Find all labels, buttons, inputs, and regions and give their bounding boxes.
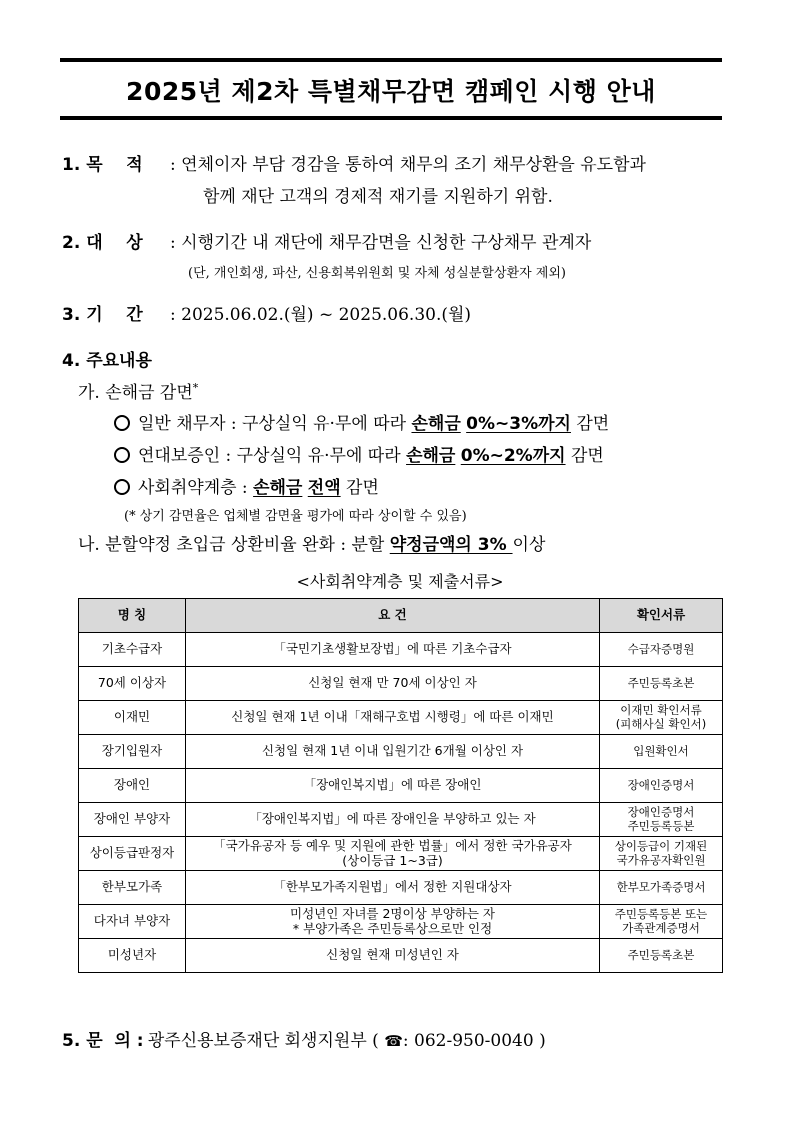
- cell-text: 국가유공자확인원: [616, 852, 706, 867]
- circle-bullet-icon: [114, 415, 130, 431]
- cell-text: 주민등록초본: [627, 947, 695, 962]
- cell-text: 가족관계증명서: [622, 920, 700, 935]
- contents-label: 4. 주요내용: [62, 351, 152, 371]
- contents-ga-row: [78, 378, 198, 403]
- cell-documents: [600, 667, 723, 701]
- table-row: [79, 939, 723, 973]
- cell-text: 장애인증명서: [627, 805, 695, 820]
- cell-text: 「국민기초생활보장법」에 따른 기초수급자: [273, 641, 512, 657]
- cell-documents: [600, 905, 723, 939]
- table-row: [79, 735, 723, 769]
- cell-text: 장기입원자: [101, 743, 163, 759]
- cell-documents: [600, 803, 723, 837]
- page-title: 2025년 제2차 특별채무감면 캠페인 시행 안내: [126, 77, 656, 106]
- period-row: 3. 기 간 : 2025.06.02.(월) ~ 2025.06.30.(월): [62, 300, 471, 325]
- circle-bullet-icon: [114, 447, 130, 463]
- cell-text: 주민등록등본: [627, 818, 695, 833]
- inquiry-row: [62, 1026, 546, 1051]
- circle-bullet-icon: [114, 479, 130, 495]
- inquiry-label: 5. 문 의 :: [62, 1031, 144, 1051]
- cell-requirement: [186, 939, 600, 973]
- cell-requirement: [186, 701, 600, 735]
- cell-text: 신청일 현재 미성년인 자: [326, 947, 459, 963]
- cell-text: 다자녀 부양자: [93, 913, 171, 929]
- cell-name: [79, 769, 186, 803]
- cell-requirement: [186, 735, 600, 769]
- cell-text: 주민등록등본 또는: [614, 907, 708, 922]
- cell-documents: [600, 735, 723, 769]
- cell-documents: [600, 837, 723, 871]
- cell-requirement: [186, 769, 600, 803]
- table-body: [79, 633, 723, 973]
- cell-requirement: [186, 803, 600, 837]
- cell-text: 기초수급자: [101, 641, 163, 657]
- contents-ga: 가. 손해금 감면: [78, 383, 193, 403]
- cell-text: 「한부모가족지원법」에서 정한 지원대상자: [273, 879, 512, 895]
- table-row: [79, 905, 723, 939]
- cell-name: [79, 667, 186, 701]
- cell-text: 상이등급이 기재된: [614, 839, 708, 854]
- cell-name: [79, 837, 186, 871]
- cell-text: 「장애인복지법」에 따른 장애인: [303, 777, 482, 793]
- cell-text: 장애인 부양자: [93, 811, 171, 827]
- target-label: 2. 대 상: [62, 233, 143, 253]
- cell-text: 「장애인복지법」에 따른 장애인을 부양하고 있는 자: [249, 811, 536, 827]
- column-header-name: 명 칭: [79, 599, 186, 633]
- cell-name: [79, 939, 186, 973]
- purpose-label: 1. 목 적: [62, 155, 143, 175]
- cell-requirement: [186, 633, 600, 667]
- purpose-row: 1. 목 적 : 연체이자 부담 경감을 통하여 채무의 조기 채무상환을 유도함과: [62, 150, 646, 175]
- cell-text: 신청일 현재 1년 이내 입원기간 6개월 이상인 자: [261, 743, 524, 759]
- cell-documents: [600, 769, 723, 803]
- cell-name: [79, 633, 186, 667]
- cell-documents: [600, 871, 723, 905]
- cell-name: [79, 871, 186, 905]
- contents-ga-mark: *: [192, 381, 199, 395]
- table-row: [79, 837, 723, 871]
- table-row: [79, 769, 723, 803]
- cell-text: * 부양가족은 주민등록상으로만 인정: [292, 920, 493, 936]
- title-box: [60, 58, 722, 120]
- purpose-text-line1: 연체이자 부담 경감을 통하여 채무의 조기 채무상환을 유도함과: [181, 155, 646, 175]
- list-item: 연대보증인 : 구상실익 유·무에 따라 손해금 0%~2%까지 감면: [114, 441, 604, 466]
- cell-text: 미성년인 자녀를 2명이상 부양하는 자: [290, 906, 495, 922]
- column-header-documents: 확인서류: [600, 599, 723, 633]
- cell-text: 미성년자: [107, 947, 157, 963]
- cell-requirement: [186, 905, 600, 939]
- column-header-requirement: 요 건: [186, 599, 600, 633]
- cell-name: [79, 803, 186, 837]
- table-row: [79, 803, 723, 837]
- target-row: 2. 대 상 : 시행기간 내 재단에 채무감면을 신청한 구상채무 관계자: [62, 228, 591, 253]
- target-note: (단, 개인회생, 파산, 신용회복위원회 및 자체 성실분할상환자 제외): [188, 266, 566, 281]
- telephone-icon: ☎: [384, 1034, 403, 1050]
- cell-requirement: [186, 667, 600, 701]
- table-header-row: [79, 599, 723, 633]
- cell-text: (상이등급 1~3급): [342, 852, 443, 868]
- cell-text: 수급자증명원: [627, 641, 695, 656]
- table-row: [79, 701, 723, 735]
- cell-text: 신청일 현재 만 70세 이상인 자: [308, 675, 477, 691]
- list-item: 사회취약계층 : 손해금 전액 감면: [114, 473, 379, 498]
- inquiry-phone: : 062-950-0040 ): [402, 1031, 546, 1051]
- cell-text: 이재민 확인서류: [620, 703, 702, 718]
- period-label: 3. 기 간: [62, 305, 143, 325]
- table-row: [79, 633, 723, 667]
- contents-na-row: 나. 분할약정 초입금 상환비율 완화 : 분할 약정금액의 3% 이상: [78, 535, 546, 555]
- target-text: 시행기간 내 재단에 채무감면을 신청한 구상채무 관계자: [181, 233, 592, 253]
- inquiry-text: 광주신용보증재단 회생지원부 (: [147, 1031, 385, 1051]
- cell-documents: [600, 633, 723, 667]
- cell-text: 신청일 현재 1년 이내「재해구호법 시행령」에 따른 이재민: [231, 709, 554, 725]
- cell-text: 70세 이상자: [97, 675, 167, 691]
- cell-name: [79, 905, 186, 939]
- contents-na-bold: 약정금액의 3%: [389, 535, 513, 555]
- cell-text: 입원확인서: [633, 743, 689, 758]
- cell-documents: [600, 701, 723, 735]
- cell-text: 이재민: [113, 709, 151, 725]
- cell-requirement: [186, 837, 600, 871]
- cell-text: 주민등록초본: [627, 675, 695, 690]
- cell-name: [79, 735, 186, 769]
- list-item: 일반 채무자 : 구상실익 유·무에 따라 손해금 0%~3%까지 감면: [114, 409, 609, 434]
- cell-text: 「국가유공자 등 예우 및 지원에 관한 법률」에서 정한 국가유공자: [213, 838, 572, 854]
- cell-name: [79, 701, 186, 735]
- purpose-text-line2: 함께 재단 고객의 경제적 재기를 지원하기 위함.: [203, 187, 553, 207]
- cell-text: 한부모가족: [101, 879, 163, 895]
- cell-documents: [600, 939, 723, 973]
- requirements-table: [78, 598, 723, 973]
- cell-text: 상이등급판정자: [89, 845, 175, 861]
- contents-note: (* 상기 감면율은 업체별 감면율 평가에 따라 상이할 수 있음): [124, 509, 467, 524]
- cell-text: (피해사실 확인서): [615, 716, 707, 731]
- cell-requirement: [186, 871, 600, 905]
- cell-text: 한부모가족증명서: [616, 879, 706, 894]
- cell-text: 장애인증명서: [627, 777, 695, 792]
- table-caption: <사회취약계층 및 제출서류>: [296, 572, 504, 591]
- table-row: [79, 871, 723, 905]
- table-row: [79, 667, 723, 701]
- cell-text: 장애인: [113, 777, 151, 793]
- period-text: 2025.06.02.(월) ~ 2025.06.30.(월): [181, 305, 472, 325]
